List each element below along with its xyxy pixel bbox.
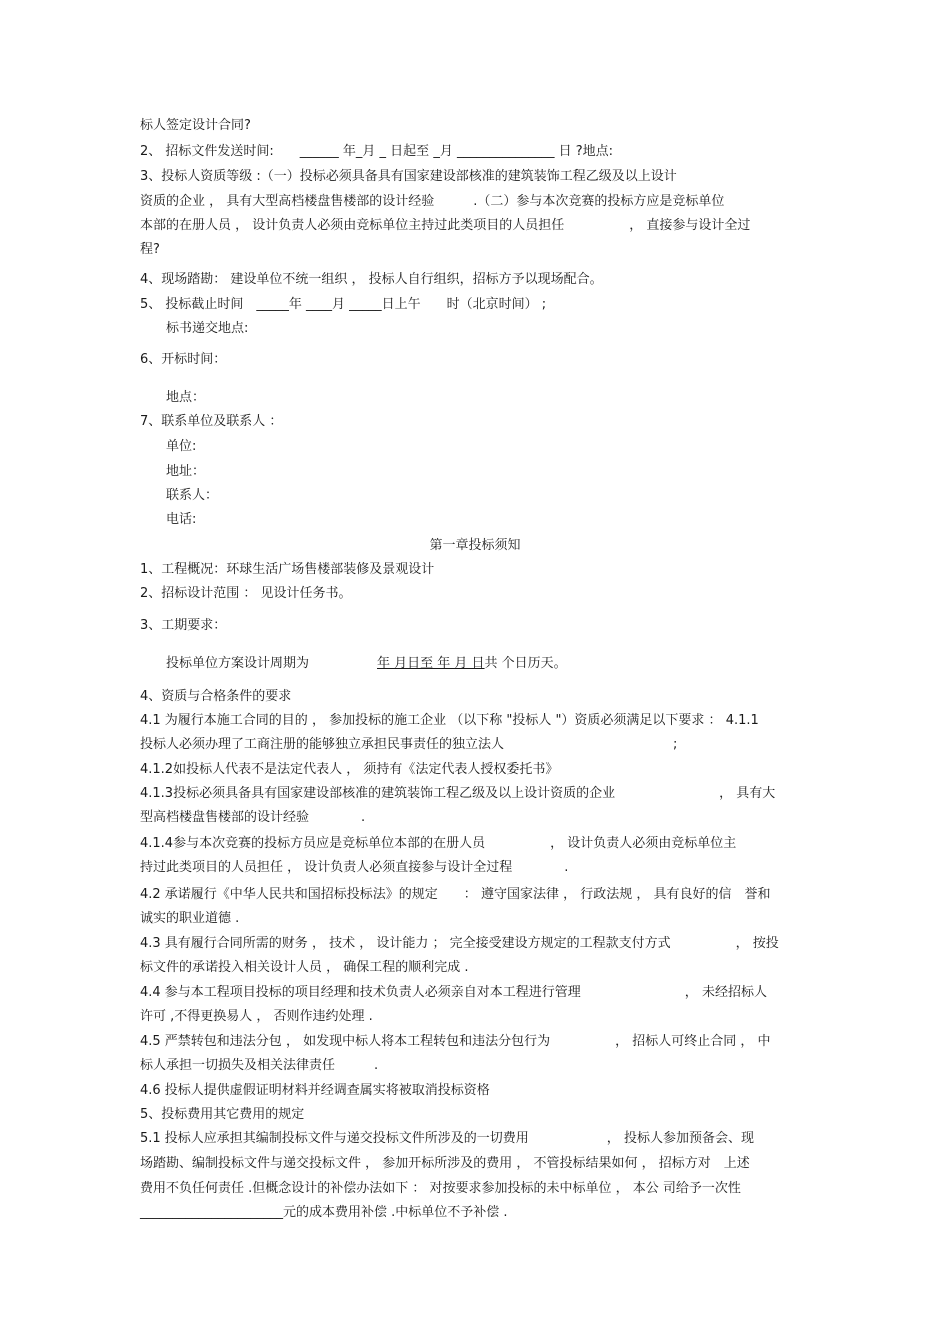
text-line: 型高档楼盘售楼部的设计经验 . xyxy=(140,810,366,825)
text-line: 3、投标人资质等级 :（一）投标必须具备具有国家建设部核准的建筑装饰工程乙级及以上设计 xyxy=(140,169,677,184)
text-line: 4.2 承诺履行《中华人民共和国招标投标法》的规定 ： 遵守国家法律 ， 行政法规 ， 具有良好的信 誉和 xyxy=(140,887,771,902)
text-line xyxy=(166,655,567,673)
text-line: 联系人： xyxy=(166,488,219,503)
period-range: 年 月日至 年 月 日 xyxy=(377,656,485,671)
text-line: 4、现场踏勘： 建设单位不统一组织 ， 投标人自行组织，招标方予以现场配合。 xyxy=(140,272,603,287)
text-line: 单位: xyxy=(166,439,197,454)
text-line: 4.3 具有履行合同所需的财务 ， 技术 ， 设计能力 ； 完全接受建设方规定的工程款支付方式 ， 按投 xyxy=(140,936,779,951)
text-line: 本部的在册人员 ， 设计负责人必须由竞标单位主持过此类项目的人员担任 ， 直接参与设计全过 xyxy=(140,218,751,233)
text-line: ______________________元的成本费用补偿 .中标单位不予补偿 . xyxy=(140,1205,508,1220)
text-line: 5、投标费用其它费用的规定 xyxy=(140,1107,305,1122)
text-line: 5.1 投标人应承担其编制投标文件与递交投标文件所涉及的一切费用 ， 投标人参加预备会、现 xyxy=(140,1131,754,1146)
period-label: 投标单位方案设计周期为 xyxy=(166,656,310,671)
chapter-title: 第一章投标须知 xyxy=(429,538,521,553)
text-line: 4.1.2如投标人代表不是法定代表人 ， 须持有《法定代表人授权委托书》 xyxy=(140,762,559,777)
period-days: 共 个日历天。 xyxy=(484,656,567,671)
text-line: 地址： xyxy=(166,464,206,479)
text-line: 诚实的职业道德 . xyxy=(140,911,240,926)
text-line: 地点： xyxy=(166,390,206,405)
text-line: 标文件的承诺投入相关设计人员 ， 确保工程的顺利完成 . xyxy=(140,960,469,975)
text-line: 4.1.4参与本次竞赛的投标方员应是竞标单位本部的在册人员 ， 设计负责人必须由竞标单位主 xyxy=(140,836,737,851)
text-line: 4.6 投标人提供虚假证明材料并经调查属实将被取消投标资格 xyxy=(140,1083,490,1098)
text-line: 许可 ,不得更换易人 ， 否则作违约处理 . xyxy=(140,1009,373,1024)
text-line: 资质的企业 ， 具有大型高档楼盘售楼部的设计经验 .（二）参与本次竞赛的投标方应是竞标单位 xyxy=(140,194,725,209)
text-line: 4.1 为履行本施工合同的目的 ， 参加投标的施工企业 （以下称 "投标人 "）资质必须满足以下要求 ： 4.1.1 xyxy=(140,713,759,728)
text-line: 3、工期要求： xyxy=(140,618,227,633)
text-line: 7、联系单位及联系人 ： xyxy=(140,414,283,429)
text-line: 4.4 参与本工程项目投标的项目经理和技术负责人必须亲自对本工程进行管理 ， 未经招标人 xyxy=(140,985,767,1000)
text-line: 标人承担一切损失及相关法律责任 . xyxy=(140,1058,379,1073)
text-line: 4.1.3投标必须具备具有国家建设部核准的建筑装饰工程乙级及以上设计资质的企业 ， 具有大 xyxy=(140,786,776,801)
text-line: 费用不负任何责任 .但概念设计的补偿办法如下 ： 对按要求参加投标的未中标单位 ， 本公 司给予一次性 xyxy=(140,1181,741,1196)
text-line: 4、资质与合格条件的要求 xyxy=(140,689,292,704)
text-line: 4.5 严禁转包和违法分包 ， 如发现中标人将本工程转包和违法分包行为 ， 招标人可终止合同 ， 中 xyxy=(140,1034,771,1049)
text-line: 持过此类项目的人员担任 ， 设计负责人必须直接参与设计全过程 . xyxy=(140,860,569,875)
text-line: 标书递交地点: xyxy=(166,321,249,336)
text-line: 6、开标时间： xyxy=(140,352,227,367)
text-line: 5、 投标截止时间 _____年 ____月 _____日上午 时（北京时间） ; xyxy=(140,297,547,312)
text-line: 程? xyxy=(140,242,160,257)
text-line: 电话: xyxy=(166,512,197,527)
text-line: 2、招标设计范围 ： 见设计任务书。 xyxy=(140,586,352,601)
text-line: 2、 招标文件发送时间: ______ 年_月 _ 日起至 _月 _______________ 日 ?地点: xyxy=(140,144,613,159)
text-line: 标人签定设计合同? xyxy=(140,118,251,133)
text-line: 场踏勘、编制投标文件与递交投标文件 ， 参加开标所涉及的费用 ， 不管投标结果如何 ， 招标方对 上述 xyxy=(140,1156,750,1171)
text-line: 投标人必须办理了工商注册的能够独立承担民事责任的独立法人 ; xyxy=(140,737,678,752)
text-line: 1、工程概况：环球生活广场售楼部装修及景观设计 xyxy=(140,562,435,577)
